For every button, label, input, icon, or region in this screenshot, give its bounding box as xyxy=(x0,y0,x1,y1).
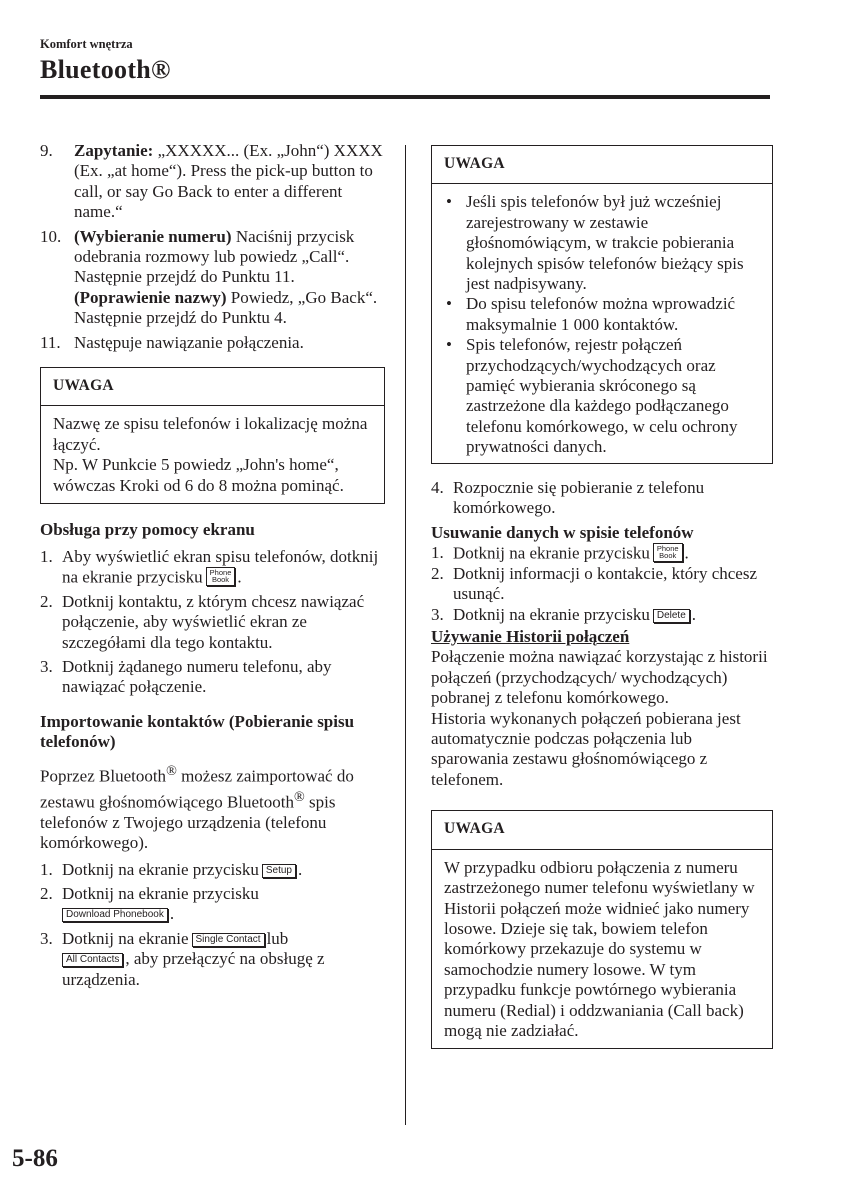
note-bullet: • Jeśli spis telefonów był już wcześniej zarejestrowany w zestawie głośnomówiącym, w trakcie pobierania kolejnych spisów telefonów bieżący spis jest nadpisywany. xyxy=(446,192,744,294)
step-text: Następuje nawiązanie połączenia. xyxy=(74,332,304,352)
step-number: 11. xyxy=(40,332,61,352)
call-history-heading: Używanie Historii połączeń xyxy=(431,627,630,647)
single-contact-button[interactable]: Single Contact xyxy=(192,933,265,947)
import-paragraph: Poprzez Bluetooth® możesz zaimportować do zestawu głośnomówiącego Bluetooth® spis telefonów z Twojego urządzenia (telefonu komórkowego). xyxy=(40,762,354,853)
import-step-3 xyxy=(40,929,385,990)
screen-steps-list xyxy=(40,547,385,698)
step-number: 2. xyxy=(40,884,53,903)
screen-step-3 xyxy=(40,657,385,698)
step-number: 2. xyxy=(40,591,53,611)
setup-button[interactable]: Setup xyxy=(262,864,296,878)
step-text: Rozpocznie się pobieranie z telefonu komórkowego. xyxy=(453,477,705,518)
bullet-dot: • xyxy=(446,294,452,314)
screen-step-2 xyxy=(40,592,385,653)
bullet-dot: • xyxy=(446,192,452,212)
step-9 xyxy=(40,141,385,223)
note-body: W przypadku odbioru połączenia z numeru zastrzeżonego numer telefonu wyświetlany w Historii połączeń może widnieć jako numery losowe. Dzieje się tak, bowiem telefon komórkowy przekazuje do systemu w samochodzie numery losowe. W tym przypadku funkcje powtórnego wybierania numeru (Redial) i oddzwaniania (Call back) mogą nie zadziałać. xyxy=(444,857,755,1040)
step-text: Dotknij informacji o kontakcie, który chcesz usunąć. xyxy=(453,563,758,604)
page-title: Bluetooth® xyxy=(40,55,171,84)
note-title: UWAGA xyxy=(432,146,772,184)
step-10-alt xyxy=(74,288,385,308)
step-text: Dotknij kontaktu, z którym chcesz nawiązać połączenie, aby wyświetlić ekran ze szczegółami dla tego kontaktu. xyxy=(62,591,365,652)
delete-data-heading: Usuwanie danych w spisie telefonów xyxy=(431,522,694,542)
note-body xyxy=(432,184,772,462)
import-step-1: 1. Dotknij na ekranie przycisku Setup . xyxy=(40,859,303,879)
all-contacts-button[interactable]: All Contacts xyxy=(62,953,123,967)
page-number: 5-86 xyxy=(12,1145,58,1172)
step-text: lub xyxy=(266,928,289,948)
step-text: Dotknij żądanego numeru telefonu, aby nawiązać połączenie. xyxy=(62,657,332,697)
import-contacts-heading: Importowanie kontaktów (Pobieranie spisu telefonów) xyxy=(40,711,355,752)
step-number: 1. xyxy=(40,859,53,879)
import-step-2: 2. Dotknij na ekranie przycisku Download Phonebook . xyxy=(40,884,259,924)
note-bullet: • Spis telefonów, rejestr połączeń przychodzących/wychodzących oraz pamięć wybierania skróconego są zastrzeżone dla każdego podłączanego telefonu komórkowego, w celu ochrony prywatności danych. xyxy=(446,335,738,457)
phone-book-button[interactable]: Phone Book xyxy=(653,543,683,562)
step-text: Dotknij na ekranie przycisku xyxy=(62,884,259,903)
screen-operation-heading: Obsługa przy pomocy ekranu xyxy=(40,520,255,540)
title-rule xyxy=(40,95,770,99)
note-paragraph: Nazwę ze spisu telefonów i lokalizację można łączyć. xyxy=(53,414,368,454)
note-bullet: • Do spisu telefonów można wprowadzić maksymalnie 1 000 kontaktów. xyxy=(446,294,736,334)
step-bold: Zapytanie: xyxy=(74,141,154,160)
voice-steps-list xyxy=(40,141,385,353)
step-number: 10. xyxy=(40,226,62,246)
download-phonebook-button[interactable]: Download Phonebook xyxy=(62,908,168,922)
note-title: UWAGA xyxy=(41,368,384,406)
note-box-name-location xyxy=(40,367,385,504)
download-step-list xyxy=(431,478,773,519)
delete-button[interactable]: Delete xyxy=(653,609,690,623)
step-text: Dotknij na ekranie xyxy=(62,928,189,948)
step-text: Naciśnij przycisk odebrania rozmowy lub powiedz „Call“. Następnie przejdź do Punktu 11. xyxy=(74,226,355,287)
delete-steps-list xyxy=(431,543,773,625)
left-column xyxy=(40,141,385,990)
registered-mark: ® xyxy=(294,788,305,805)
note-paragraph: Np. W Punkcie 5 powiedz „John's home“, wówczas Kroki od 6 do 8 można pominąć. xyxy=(53,455,344,495)
step-text: „XXXXX... (Ex. „John“) XXXX (Ex. „at home“). Press the pick-up button to call, or say Go Back to enter a different name.“ xyxy=(74,141,383,222)
step-bold: (Wybieranie numeru) xyxy=(74,226,232,246)
note-box-call-history xyxy=(431,810,773,1049)
note-bullet-list xyxy=(442,192,764,457)
step-text: Dotknij na ekranie przycisku xyxy=(62,859,259,879)
step-bold: (Poprawienie nazwy) xyxy=(74,287,227,307)
step-number: 3. xyxy=(431,604,444,624)
step-11 xyxy=(40,333,385,353)
right-column xyxy=(431,145,773,1049)
screen-step-1: 1. Aby wyświetlić ekran spisu telefonów, dotknij na ekranie przycisku Phone Book . xyxy=(40,546,379,587)
step-number: 1. xyxy=(431,542,444,562)
registered-mark: ® xyxy=(166,762,177,779)
column-divider xyxy=(405,145,406,1125)
history-paragraph: Historia wykonanych połączeń pobierana jest automatycznie podczas połączenia lub sparowania zestawu głośnomówiącego z telefonem. xyxy=(431,708,741,789)
note-body xyxy=(41,406,384,503)
step-number: 4. xyxy=(431,477,444,497)
step-text: Powiedz, „Go Back“. xyxy=(226,287,378,307)
import-step-4 xyxy=(431,478,773,519)
step-number: 1. xyxy=(40,546,53,566)
phone-book-button[interactable]: Phone Book xyxy=(206,567,236,586)
step-number: 2. xyxy=(431,563,444,583)
step-text: Dotknij na ekranie przycisku xyxy=(453,543,650,563)
note-box-phonebook xyxy=(431,145,773,464)
step-text: , aby przełączyć na obsługę z urządzenia. xyxy=(62,949,325,989)
section-label: Komfort wnętrza xyxy=(40,37,133,51)
step-number: 3. xyxy=(40,657,53,677)
step-text: Aby wyświetlić ekran spisu telefonów, dotknij na ekranie przycisku xyxy=(62,546,379,587)
note-title: UWAGA xyxy=(432,811,772,849)
step-number: 9. xyxy=(40,141,53,160)
history-paragraph: Połączenie można nawiązać korzystając z historii połączeń (przychodzących/ wychodzących) pobranej z telefonu komórkowego. xyxy=(431,647,768,708)
step-text: Następnie przejdź do Punktu 4. xyxy=(74,308,287,328)
delete-step-1: 1. Dotknij na ekranie przycisku Phone Book . xyxy=(431,542,689,563)
step-10 xyxy=(40,227,385,329)
bullet-dot: • xyxy=(446,335,452,355)
step-text: Dotknij na ekranie przycisku xyxy=(453,604,650,624)
delete-step-3: 3. Dotknij na ekranie przycisku Delete . xyxy=(431,604,697,624)
import-steps-list xyxy=(40,860,385,990)
step-number: 3. xyxy=(40,928,53,948)
delete-step-2 xyxy=(431,564,773,605)
